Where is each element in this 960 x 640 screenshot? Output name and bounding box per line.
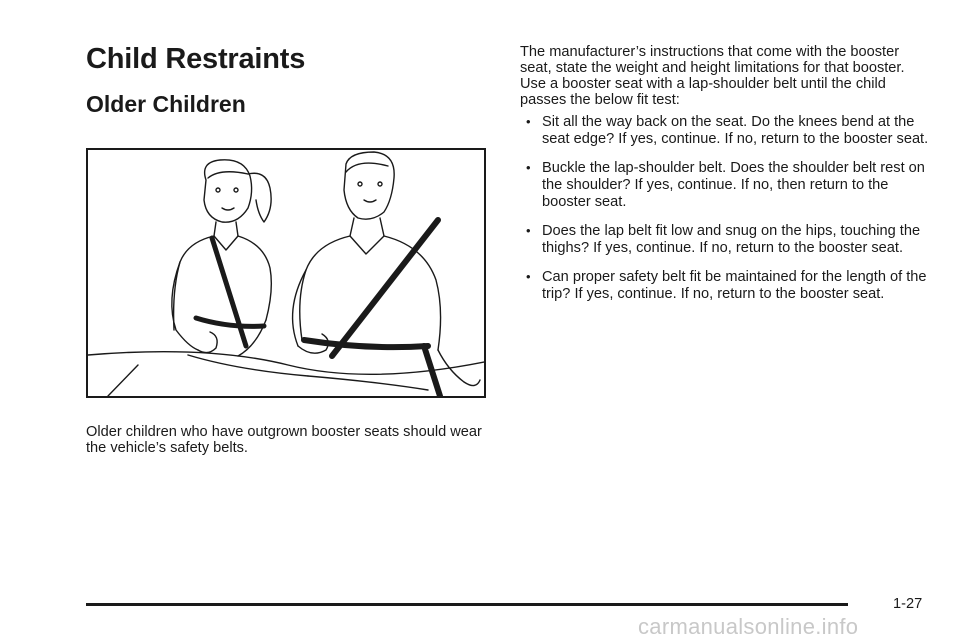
list-item: • Sit all the way back on the seat. Do the knees bend at the seat edge? If yes, continue. If no, return to the booster seat.	[526, 114, 929, 147]
watermark-text: carmanualsonline.info	[638, 614, 859, 639]
left-column	[86, 42, 490, 456]
page-title: Child Restraints	[86, 43, 306, 75]
page-number: 1-27	[893, 596, 923, 612]
right-column	[520, 44, 930, 315]
intro-paragraph: The manufacturer’s instructions that come with the booster seat, state the weight and height limitations for that booster. Use a booster seat with a lap-shoulder belt until the child passes the below fit test:	[520, 44, 905, 108]
bullet-icon: •	[526, 114, 531, 129]
bullet-icon: •	[526, 269, 531, 284]
illustration-drawing	[88, 150, 484, 396]
bullet-icon: •	[526, 223, 531, 238]
figure-caption: Older children who have outgrown booster seats should wear the vehicle’s safety belts.	[86, 424, 482, 456]
children-seatbelt-illustration	[86, 148, 486, 398]
section-heading: Older Children	[86, 91, 246, 117]
list-item: • Can proper safety belt fit be maintained for the length of the trip? If yes, continue. If no, return to the booster seat.	[526, 269, 927, 302]
footer-rule	[86, 603, 848, 606]
fit-test-list	[520, 114, 930, 303]
list-item: • Buckle the lap-shoulder belt. Does the shoulder belt rest on the shoulder? If yes, continue. If no, then return to the booster seat.	[526, 160, 925, 210]
list-item: • Does the lap belt fit low and snug on the hips, touching the thighs? If yes, continue. If no, return to the booster seat.	[526, 223, 921, 256]
bullet-icon: •	[526, 160, 531, 175]
